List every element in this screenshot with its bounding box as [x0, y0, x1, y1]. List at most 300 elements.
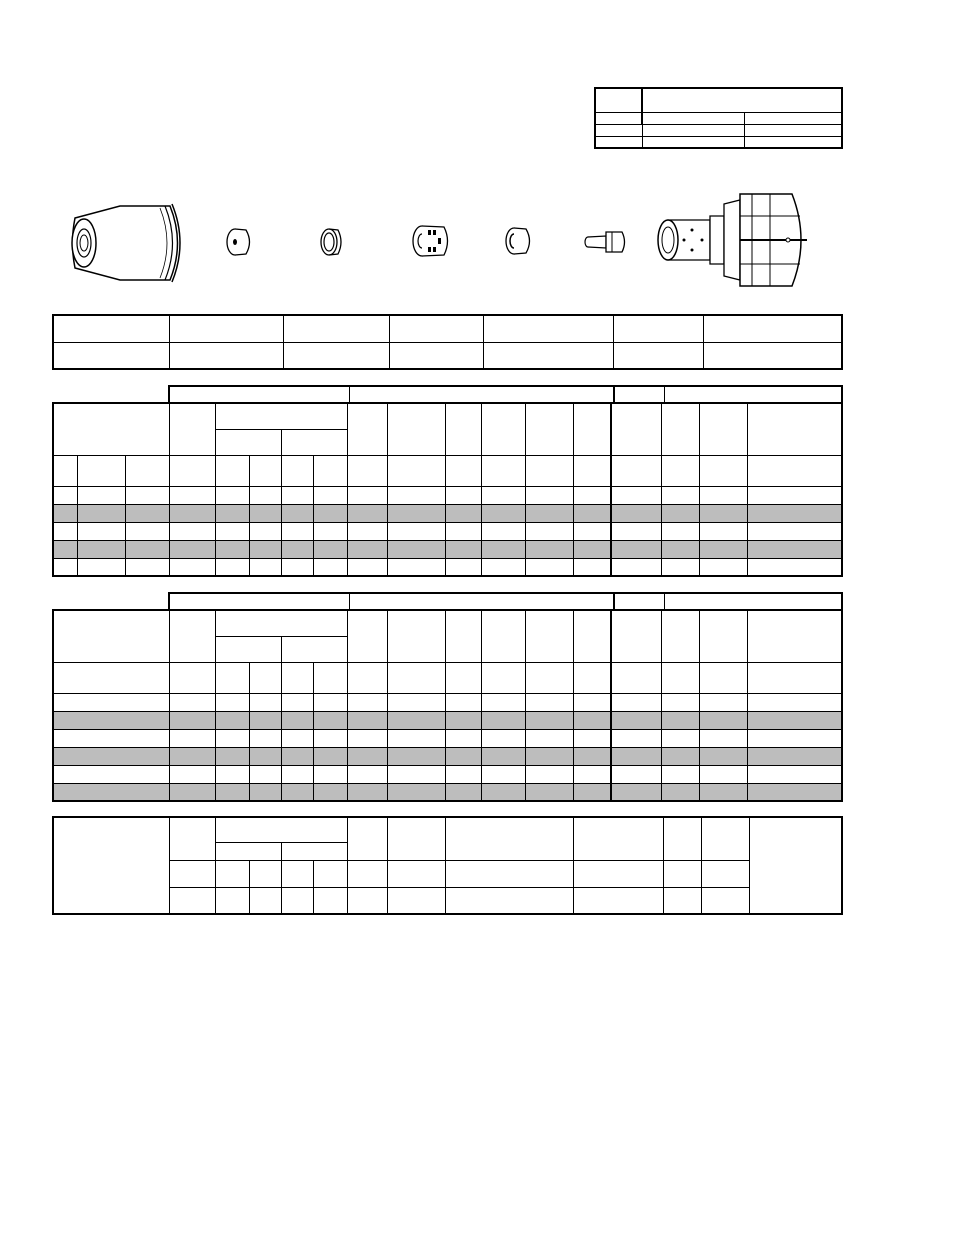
table-cell — [525, 522, 573, 540]
unit-cell — [525, 455, 573, 486]
table-cell — [169, 765, 215, 783]
head-col — [169, 403, 215, 455]
table-cell — [611, 558, 661, 576]
table-cell — [281, 783, 313, 801]
table-row — [53, 522, 842, 540]
table-cell — [77, 540, 125, 558]
table-cell — [53, 540, 77, 558]
table-cell — [169, 711, 215, 729]
header-sub-2 — [744, 112, 842, 124]
unit-cell — [699, 662, 747, 693]
head-col — [169, 610, 215, 662]
unit-cell — [347, 455, 387, 486]
table-cell — [169, 486, 215, 504]
head-c8 — [387, 610, 445, 662]
head-c16 — [747, 610, 842, 662]
cut-chart-c — [52, 816, 843, 915]
electrode-icon — [582, 228, 628, 256]
table-cell — [249, 693, 281, 711]
header-blank — [595, 88, 642, 112]
table-cell — [347, 522, 387, 540]
table-cell — [481, 765, 525, 783]
table-cell — [573, 693, 611, 711]
head-c9 — [445, 610, 481, 662]
header-title-cell — [642, 88, 842, 112]
table-cell — [313, 522, 347, 540]
table-cell — [347, 504, 387, 522]
unit-cell — [481, 662, 525, 693]
table-cell — [699, 504, 747, 522]
table-cell — [249, 783, 281, 801]
table-cell — [347, 729, 387, 747]
shield-cap-icon — [222, 226, 256, 258]
table-cell — [53, 729, 169, 747]
head-material — [53, 610, 169, 662]
info-val-4 — [389, 342, 483, 369]
table-cell — [573, 486, 611, 504]
unit-cell — [573, 662, 611, 693]
table-cell — [313, 711, 347, 729]
c-cell — [387, 860, 445, 887]
table-cell — [481, 747, 525, 765]
head-sub-1 — [215, 429, 281, 455]
table-cell — [169, 693, 215, 711]
table-cell — [215, 783, 249, 801]
table-cell — [445, 747, 481, 765]
group-3 — [614, 386, 664, 402]
cut-chart-a-rows — [53, 486, 842, 576]
table-cell — [387, 765, 445, 783]
table-cell — [481, 693, 525, 711]
unit-cell — [387, 455, 445, 486]
table-cell — [249, 558, 281, 576]
table-cell — [215, 765, 249, 783]
c-cell — [249, 860, 281, 887]
table-cell — [387, 504, 445, 522]
c-c11 — [663, 817, 701, 860]
table-cell — [747, 540, 842, 558]
table-cell — [481, 486, 525, 504]
table-cell — [525, 765, 573, 783]
table-cell — [281, 486, 313, 504]
header-sub-1 — [642, 112, 744, 124]
table-cell — [77, 558, 125, 576]
table-cell — [445, 783, 481, 801]
header-row1-val2 — [744, 124, 842, 136]
cut-chart-a-groups — [168, 385, 843, 403]
table-cell — [699, 558, 747, 576]
info-table — [52, 314, 843, 370]
c-c12 — [701, 817, 749, 860]
unit-cell — [445, 662, 481, 693]
table-cell — [573, 729, 611, 747]
table-cell — [125, 486, 169, 504]
table-row — [53, 711, 842, 729]
c-cell — [663, 887, 701, 914]
table-cell — [313, 540, 347, 558]
table-cell — [573, 540, 611, 558]
table-cell — [747, 558, 842, 576]
c-col — [169, 817, 215, 860]
table-cell — [313, 783, 347, 801]
unit-cell — [699, 455, 747, 486]
unit-cell — [77, 455, 125, 486]
table-cell — [215, 729, 249, 747]
table-cell — [281, 729, 313, 747]
unit-cell — [169, 455, 215, 486]
table-row — [53, 783, 842, 801]
head-c18 — [747, 403, 842, 455]
table-cell — [125, 522, 169, 540]
info-val-6 — [613, 342, 703, 369]
head-c14 — [573, 403, 611, 455]
table-cell — [661, 558, 699, 576]
table-cell — [387, 558, 445, 576]
table-cell — [347, 783, 387, 801]
table-cell — [525, 540, 573, 558]
unit-cell — [215, 455, 249, 486]
c-cell — [347, 860, 387, 887]
head-c10 — [387, 403, 445, 455]
head-sub-1 — [215, 636, 281, 662]
group-1 — [169, 593, 349, 609]
unit-cell — [281, 662, 313, 693]
table-cell — [611, 486, 661, 504]
table-cell — [249, 486, 281, 504]
table-cell — [215, 540, 249, 558]
info-val-7 — [703, 342, 842, 369]
table-cell — [281, 504, 313, 522]
table-cell — [747, 486, 842, 504]
group-2 — [349, 593, 614, 609]
table-cell — [215, 558, 249, 576]
table-cell — [699, 747, 747, 765]
head-sub-2 — [281, 636, 347, 662]
table-cell — [347, 693, 387, 711]
table-cell — [573, 747, 611, 765]
c-cell — [347, 887, 387, 914]
table-cell — [611, 504, 661, 522]
c-cell — [313, 860, 347, 887]
table-cell — [525, 711, 573, 729]
c-cell — [445, 887, 573, 914]
head-c15 — [611, 403, 661, 455]
table-cell — [481, 522, 525, 540]
table-cell — [481, 711, 525, 729]
table-cell — [281, 693, 313, 711]
table-cell — [215, 747, 249, 765]
table-cell — [53, 765, 169, 783]
table-cell — [445, 765, 481, 783]
torch-body-icon — [652, 186, 812, 294]
c-cell — [387, 887, 445, 914]
head-c16 — [661, 403, 699, 455]
table-cell — [481, 540, 525, 558]
c-cell — [281, 860, 313, 887]
table-cell — [387, 540, 445, 558]
c-c13 — [749, 817, 842, 914]
head-c10 — [481, 610, 525, 662]
table-cell — [747, 711, 842, 729]
swirl-ring-icon — [408, 222, 452, 260]
head-c7 — [347, 610, 387, 662]
c-cell — [445, 860, 573, 887]
table-cell — [387, 747, 445, 765]
table-cell — [53, 711, 169, 729]
table-cell — [249, 729, 281, 747]
table-cell — [169, 540, 215, 558]
table-row — [53, 504, 842, 522]
head-span — [215, 403, 347, 429]
table-cell — [313, 558, 347, 576]
c-cell — [313, 887, 347, 914]
table-cell — [573, 504, 611, 522]
table-cell — [699, 711, 747, 729]
table-cell — [445, 693, 481, 711]
table-cell — [445, 522, 481, 540]
c-cell — [249, 887, 281, 914]
table-cell — [125, 540, 169, 558]
head-c13 — [611, 610, 661, 662]
table-cell — [445, 504, 481, 522]
table-cell — [699, 693, 747, 711]
c-c9 — [445, 817, 573, 860]
unit-cell — [53, 662, 169, 693]
table-cell — [747, 522, 842, 540]
table-cell — [661, 486, 699, 504]
c-cell — [281, 887, 313, 914]
table-cell — [249, 747, 281, 765]
table-cell — [481, 558, 525, 576]
table-cell — [611, 747, 661, 765]
table-cell — [77, 504, 125, 522]
info-val-1 — [53, 342, 169, 369]
table-cell — [387, 783, 445, 801]
unit-cell — [747, 455, 842, 486]
c-sub-2 — [281, 842, 347, 860]
table-cell — [661, 522, 699, 540]
table-cell — [77, 522, 125, 540]
c-sub-1 — [215, 842, 281, 860]
table-cell — [445, 711, 481, 729]
table-cell — [445, 540, 481, 558]
table-cell — [169, 783, 215, 801]
info-head-7 — [703, 315, 842, 342]
table-cell — [481, 729, 525, 747]
info-val-3 — [283, 342, 389, 369]
unit-cell — [661, 662, 699, 693]
head-c11 — [525, 610, 573, 662]
table-cell — [281, 765, 313, 783]
group-4 — [664, 386, 842, 402]
head-c17 — [699, 403, 747, 455]
c-c10 — [573, 817, 663, 860]
table-cell — [215, 693, 249, 711]
table-cell — [313, 486, 347, 504]
table-cell — [313, 504, 347, 522]
table-cell — [281, 522, 313, 540]
table-cell — [347, 747, 387, 765]
unit-cell — [387, 662, 445, 693]
nozzle-icon — [502, 224, 536, 258]
table-row — [53, 693, 842, 711]
table-cell — [573, 711, 611, 729]
table-cell — [249, 522, 281, 540]
table-cell — [77, 486, 125, 504]
c-cell — [701, 887, 749, 914]
head-sub-2 — [281, 429, 347, 455]
table-cell — [169, 522, 215, 540]
table-cell — [699, 486, 747, 504]
c-c8 — [387, 817, 445, 860]
table-cell — [573, 522, 611, 540]
table-cell — [125, 558, 169, 576]
unit-cell — [611, 662, 661, 693]
table-cell — [661, 747, 699, 765]
table-cell — [611, 729, 661, 747]
table-cell — [53, 504, 77, 522]
head-c12 — [573, 610, 611, 662]
unit-cell — [661, 455, 699, 486]
table-cell — [347, 540, 387, 558]
table-cell — [387, 486, 445, 504]
c-cell — [663, 860, 701, 887]
table-cell — [347, 765, 387, 783]
group-3 — [614, 593, 664, 609]
header-row1-label — [595, 124, 642, 136]
table-cell — [525, 693, 573, 711]
table-cell — [525, 486, 573, 504]
unit-cell — [445, 455, 481, 486]
unit-cell — [347, 662, 387, 693]
unit-cell — [611, 455, 661, 486]
table-cell — [53, 747, 169, 765]
cut-chart-b-groups — [168, 592, 843, 610]
header-row1-val1 — [642, 124, 744, 136]
header-table — [594, 87, 843, 149]
info-head-6 — [613, 315, 703, 342]
c-cell — [169, 860, 215, 887]
table-cell — [699, 765, 747, 783]
header-row2-val1 — [642, 136, 744, 148]
head-c12 — [481, 403, 525, 455]
table-cell — [215, 504, 249, 522]
table-cell — [125, 504, 169, 522]
header-row2-label — [595, 136, 642, 148]
info-head-4 — [389, 315, 483, 342]
table-cell — [53, 486, 77, 504]
table-cell — [313, 747, 347, 765]
table-cell — [53, 522, 77, 540]
table-cell — [169, 558, 215, 576]
table-cell — [747, 504, 842, 522]
table-cell — [611, 783, 661, 801]
nozzle-retaining-icon — [318, 226, 346, 258]
table-cell — [347, 486, 387, 504]
table-cell — [573, 783, 611, 801]
table-cell — [215, 522, 249, 540]
table-cell — [661, 729, 699, 747]
c-cell — [701, 860, 749, 887]
table-cell — [169, 747, 215, 765]
table-cell — [281, 540, 313, 558]
head-material — [53, 403, 169, 455]
table-cell — [747, 747, 842, 765]
c-span — [215, 817, 347, 842]
unit-cell — [313, 662, 347, 693]
table-cell — [281, 558, 313, 576]
table-cell — [611, 522, 661, 540]
head-c11 — [445, 403, 481, 455]
table-cell — [313, 693, 347, 711]
info-head-3 — [283, 315, 389, 342]
table-cell — [573, 558, 611, 576]
c-cell — [169, 887, 215, 914]
table-cell — [249, 504, 281, 522]
c-cell — [215, 887, 249, 914]
table-cell — [661, 693, 699, 711]
table-cell — [611, 693, 661, 711]
table-cell — [387, 693, 445, 711]
group-4 — [664, 593, 842, 609]
table-cell — [661, 540, 699, 558]
table-cell — [747, 729, 842, 747]
c-cell — [215, 860, 249, 887]
table-cell — [699, 540, 747, 558]
cut-chart-b-rows — [53, 693, 842, 801]
head-c13 — [525, 403, 573, 455]
table-cell — [699, 729, 747, 747]
table-cell — [249, 711, 281, 729]
unit-cell — [53, 455, 77, 486]
shield-icon — [60, 198, 190, 288]
table-cell — [611, 540, 661, 558]
table-cell — [281, 711, 313, 729]
table-cell — [281, 747, 313, 765]
table-row — [53, 747, 842, 765]
c-c7 — [347, 817, 387, 860]
info-head-1 — [53, 315, 169, 342]
info-val-2 — [169, 342, 283, 369]
header-blank-2 — [595, 112, 642, 124]
header-row2-val2 — [744, 136, 842, 148]
table-cell — [611, 765, 661, 783]
unit-cell — [747, 662, 842, 693]
table-row — [53, 486, 842, 504]
table-row — [53, 558, 842, 576]
unit-cell — [215, 662, 249, 693]
table-cell — [747, 693, 842, 711]
table-cell — [699, 783, 747, 801]
c-cell — [573, 860, 663, 887]
table-cell — [445, 486, 481, 504]
head-c9 — [347, 403, 387, 455]
table-cell — [387, 729, 445, 747]
table-cell — [611, 711, 661, 729]
table-cell — [481, 783, 525, 801]
table-cell — [661, 765, 699, 783]
table-cell — [525, 747, 573, 765]
table-cell — [661, 783, 699, 801]
table-cell — [313, 765, 347, 783]
info-head-5 — [483, 315, 613, 342]
unit-cell — [525, 662, 573, 693]
table-cell — [53, 693, 169, 711]
table-cell — [387, 522, 445, 540]
table-cell — [525, 558, 573, 576]
group-2 — [349, 386, 614, 402]
unit-cell — [281, 455, 313, 486]
